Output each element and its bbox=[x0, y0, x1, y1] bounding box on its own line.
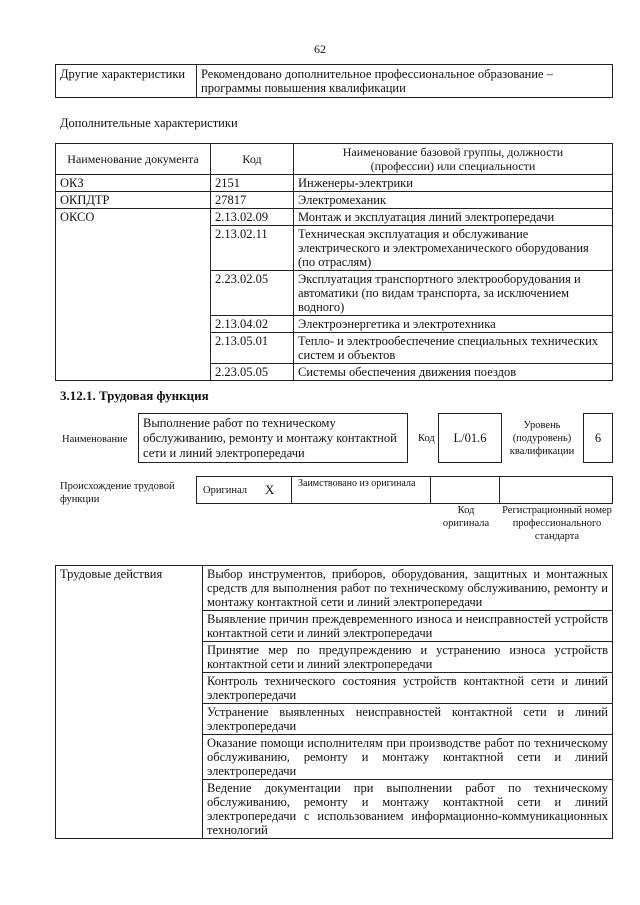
table-row bbox=[56, 209, 613, 226]
row-name: Эксплуатация транспортного электрооборудования и автоматики (по видам транспорта, за исключением водного) bbox=[294, 271, 613, 316]
header-group-name: Наименование базовой группы, должности (профессии) или специальности bbox=[294, 144, 613, 175]
row-code: 2.13.05.01 bbox=[211, 333, 294, 364]
table-row bbox=[56, 175, 613, 192]
additional-characteristics-table bbox=[55, 143, 613, 381]
reg-number-label: Регистрационный номер профессионального стандарта bbox=[502, 505, 612, 542]
table-row bbox=[56, 192, 613, 209]
table-header-row bbox=[56, 144, 613, 175]
labor-actions-label: Трудовые действия bbox=[56, 566, 203, 839]
labor-action-item: Выбор инструментов, приборов, оборудования, защитных и монтажных средств для выполнения работ по техническому обслуживанию, ремонту и монтажу контактной сети и линий электропередачи bbox=[203, 566, 613, 611]
row-code: 2.13.02.09 bbox=[211, 209, 294, 226]
labor-action-item: Контроль технического состояния устройств контактной сети и линий электропередачи bbox=[203, 673, 613, 704]
row-name: Тепло- и электрообеспечение специальных технических систем и объектов bbox=[294, 333, 613, 364]
original-cell bbox=[196, 476, 292, 504]
header-code: Код bbox=[211, 144, 294, 175]
page-number: 62 bbox=[314, 42, 326, 56]
other-characteristics-label: Другие характеристики bbox=[56, 65, 197, 98]
table-row bbox=[56, 566, 613, 611]
row-code: 27817 bbox=[211, 192, 294, 209]
labor-action-item: Оказание помощи исполнителям при производстве работ по техническому обслуживанию, ремонту и монтажу контактной сети и линий электропередачи bbox=[203, 735, 613, 780]
table-row bbox=[56, 65, 613, 98]
reg-number-cell bbox=[499, 476, 613, 504]
original-code-label: Код оригинала bbox=[442, 505, 490, 529]
code-label: Код bbox=[418, 433, 435, 444]
additional-characteristics-title: Дополнительные характеристики bbox=[60, 116, 238, 130]
row-code: 2151 bbox=[211, 175, 294, 192]
row-name: Монтаж и эксплуатация линий электропередачи bbox=[294, 209, 613, 226]
labor-action-item: Устранение выявленных неисправностей контактной сети и линий электропередачи bbox=[203, 704, 613, 735]
row-code: 2.23.05.05 bbox=[211, 364, 294, 381]
labor-actions-table bbox=[55, 565, 613, 839]
row-code: 2.13.02.11 bbox=[211, 226, 294, 271]
name-label: Наименование bbox=[62, 434, 128, 445]
row-doc: ОКПДТР bbox=[56, 192, 211, 209]
row-name: Электромеханик bbox=[294, 192, 613, 209]
other-characteristics-table bbox=[55, 64, 613, 98]
labor-function-title: 3.12.1. Трудовая функция bbox=[60, 388, 209, 403]
borrowed-cell: Заимствовано из оригинала bbox=[291, 476, 431, 504]
labor-action-item: Принятие мер по предупреждению и устранению износа устройств контактной сети и линий электропередачи bbox=[203, 642, 613, 673]
other-characteristics-value: Рекомендовано дополнительное профессиональное образование – программы повышения квалификации bbox=[197, 65, 613, 98]
row-code: 2.23.02.05 bbox=[211, 271, 294, 316]
qualification-level-label: Уровень (подуровень) квалификации bbox=[509, 420, 575, 457]
row-name: Электроэнергетика и электротехника bbox=[294, 316, 613, 333]
labor-action-item: Выявление причин преждевременного износа и неисправностей устройств контактной сети и линий электропередачи bbox=[203, 611, 613, 642]
original-mark: X bbox=[265, 482, 275, 497]
labor-function-name: Выполнение работ по техническому обслуживанию, ремонту и монтажу контактной сети и линий электропередачи bbox=[138, 413, 408, 463]
original-code-cell bbox=[430, 476, 500, 504]
row-doc: ОКСО bbox=[56, 209, 211, 381]
labor-action-item: Ведение документации при выполнении работ по техническому обслуживанию, ремонту и монтажу контактной сети и линий электропередачи с использованием информационно-коммуникационных технологий bbox=[203, 780, 613, 839]
row-name: Системы обеспечения движения поездов bbox=[294, 364, 613, 381]
original-label: Оригинал bbox=[203, 485, 247, 496]
origin-label: Происхождение трудовой функции bbox=[60, 481, 175, 505]
row-code: 2.13.04.02 bbox=[211, 316, 294, 333]
row-name: Техническая эксплуатация и обслуживание электрического и электромеханического оборудования (по отраслям) bbox=[294, 226, 613, 271]
header-doc-name: Наименование документа bbox=[56, 144, 211, 175]
qualification-level-value: 6 bbox=[583, 413, 613, 463]
row-doc: ОКЗ bbox=[56, 175, 211, 192]
labor-function-code: L/01.6 bbox=[438, 413, 502, 463]
row-name: Инженеры-электрики bbox=[294, 175, 613, 192]
